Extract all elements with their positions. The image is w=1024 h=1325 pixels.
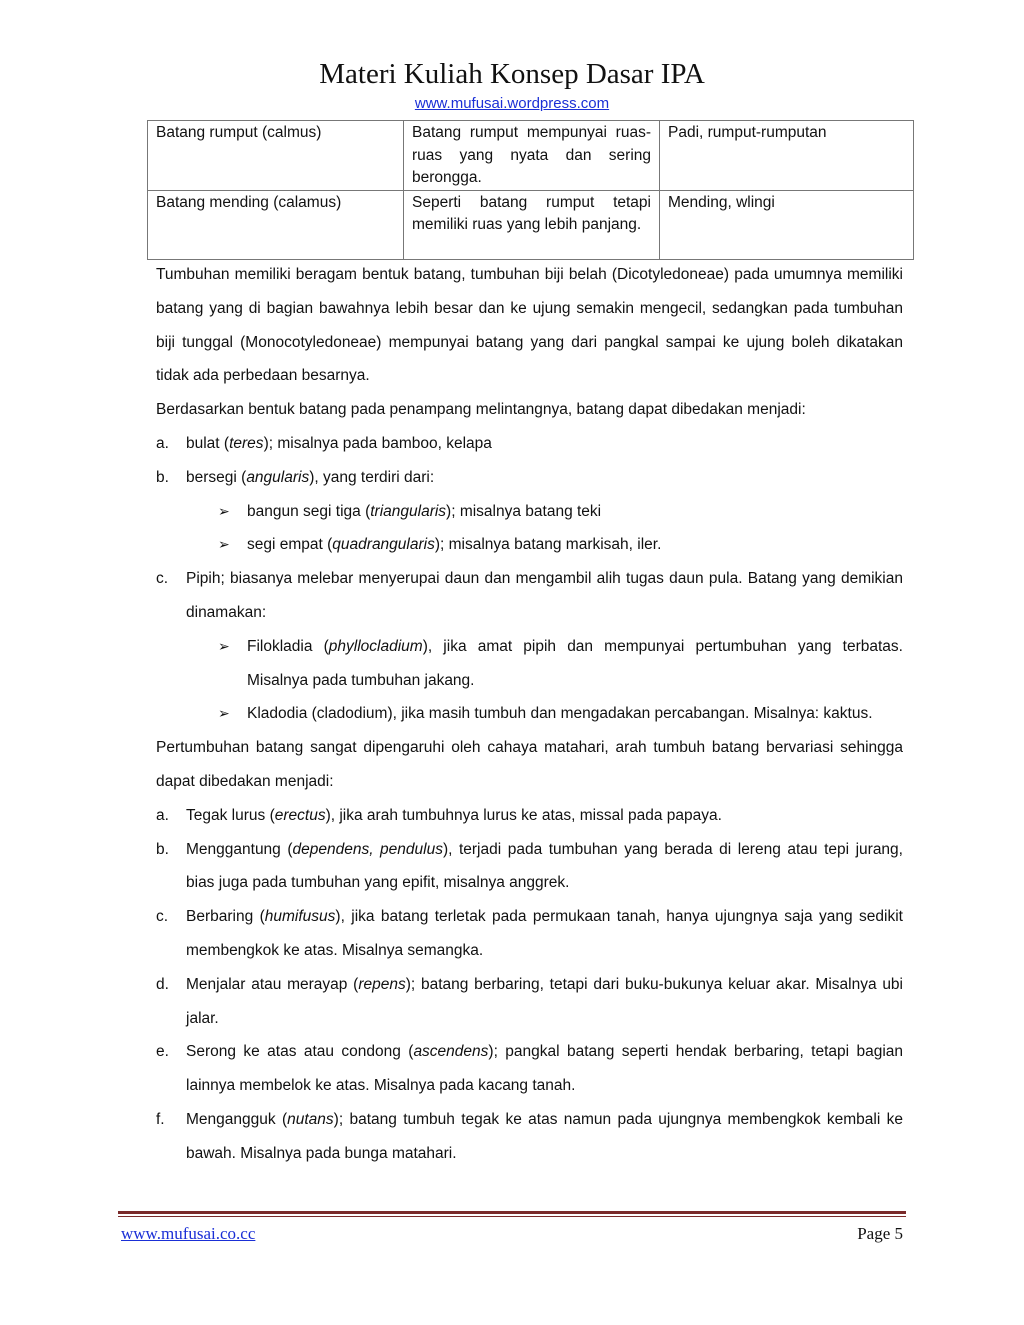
list-item <box>156 833 903 901</box>
latin-term: angularis <box>246 468 310 486</box>
item-text: ); pangkal batang seperti hendak berbaring, tetapi bagian lainnya membelok ke atas. Misalnya pada kacang tanah. <box>186 1043 903 1095</box>
sub-list-item <box>156 630 903 698</box>
list-item <box>156 461 903 495</box>
latin-term: ascendens <box>413 1043 489 1061</box>
latin-term: humifusus <box>264 908 336 926</box>
item-text: Menggantung ( <box>186 840 293 858</box>
item-text: Filokladia ( <box>247 637 329 655</box>
list-marker: a. <box>156 806 169 824</box>
list-marker: b. <box>156 840 169 858</box>
item-text: Serong ke atas atau condong ( <box>186 1043 414 1061</box>
page-title: Materi Kuliah Konsep Dasar IPA <box>319 58 705 90</box>
sub-list-item <box>156 697 903 731</box>
latin-term: erectus <box>274 806 326 824</box>
footer-divider <box>118 1216 906 1217</box>
item-text: ); misalnya batang markisah, iler. <box>434 536 662 554</box>
list-item <box>156 968 903 1036</box>
table-cell-example: Padi, rumput-rumputan <box>660 121 914 191</box>
item-text: bersegi ( <box>186 468 247 486</box>
list-item <box>156 900 903 968</box>
table-cell-example: Mending, wlingi <box>660 190 914 259</box>
item-text: ), terjadi pada tumbuhan yang berada di lereng atau tepi jurang, bias juga pada tumbuhan yang epifit, misalnya anggrek. <box>186 840 903 892</box>
sub-list-item <box>156 495 903 529</box>
stem-types-table <box>147 120 914 260</box>
latin-term: quadrangularis <box>332 536 435 554</box>
table-row <box>148 121 914 191</box>
item-text: bulat ( <box>186 434 230 452</box>
latin-term: repens <box>358 975 406 993</box>
paragraph-growth-direction: Pertumbuhan batang sangat dipengaruhi oleh cahaya matahari, arah tumbuh batang bervariasi sehingga dapat dibedakan menjadi: <box>156 739 903 790</box>
item-text: ); misalnya pada bamboo, kelapa <box>263 434 492 452</box>
arrow-bullet-icon: ➢ <box>218 705 230 722</box>
item-text: bangun segi tiga ( <box>247 502 371 520</box>
list-item <box>156 427 903 461</box>
latin-term: triangularis <box>370 502 447 520</box>
table-cell-name: Batang rumput (calmus) <box>148 121 404 191</box>
list-item <box>156 1035 903 1103</box>
table-row <box>148 190 914 259</box>
table-cell-name: Batang mending (calamus) <box>148 190 404 259</box>
list-marker: a. <box>156 434 169 452</box>
item-text: segi empat ( <box>247 536 333 554</box>
arrow-bullet-icon: ➢ <box>218 536 230 553</box>
list-marker: d. <box>156 975 169 993</box>
item-text: ), jika batang terletak pada permukaan tanah, hanya ujungnya saja yang sedikit membengkok ke atas. Misalnya semangka. <box>186 908 903 959</box>
paragraph-cross-section: Berdasarkan bentuk batang pada penampang melintangnya, batang dapat dibedakan menjadi: <box>156 401 806 419</box>
list-item <box>156 1103 903 1171</box>
item-text: ), yang terdiri dari: <box>309 468 435 486</box>
latin-term: teres <box>229 434 264 452</box>
table-cell-description: Seperti batang rumput tetapi memiliki ruas yang lebih panjang. <box>404 190 660 259</box>
list-item <box>156 799 903 833</box>
list-marker: c. <box>156 908 169 926</box>
item-text: ), jika amat pipih dan mempunyai pertumbuhan yang terbatas. Misalnya pada tumbuhan jakang. <box>247 637 903 689</box>
sub-list-item <box>156 528 903 562</box>
list-item <box>156 562 903 630</box>
item-text: ); batang tumbuh tegak ke atas namun pada ujungnya membengkok kembali ke bawah. Misalnya pada bunga matahari. <box>186 1110 904 1162</box>
item-text: Kladodia (cladodium), jika masih tumbuh dan mengadakan percabangan. Misalnya: kaktus. <box>247 705 873 723</box>
item-text: Berbaring ( <box>186 908 265 926</box>
item-text: Tegak lurus ( <box>186 806 275 824</box>
arrow-bullet-icon: ➢ <box>218 502 230 519</box>
footer-divider <box>118 1211 906 1214</box>
list-marker: e. <box>156 1043 169 1061</box>
latin-term: phyllocladium <box>328 637 423 655</box>
item-text: ); batang berbaring, tetapi dari buku-bukunya keluar akar. Misalnya ubi jalar. <box>186 975 904 1027</box>
list-marker: f. <box>156 1110 165 1128</box>
latin-term: dependens, pendulus <box>292 840 443 858</box>
header-link[interactable]: www.mufusai.wordpress.com <box>414 95 610 112</box>
latin-term: nutans <box>287 1110 334 1128</box>
item-text: ), jika arah tumbuhnya lurus ke atas, missal pada papaya. <box>325 806 722 824</box>
item-text: Mengangguk ( <box>186 1110 288 1128</box>
item-text: ); misalnya batang teki <box>446 502 602 520</box>
list-marker: b. <box>156 468 169 486</box>
list-marker: c. <box>156 570 169 588</box>
table-cell-description: Batang rumput mempunyai ruas-ruas yang nyata dan sering berongga. <box>404 121 660 191</box>
item-text: Pipih; biasanya melebar menyerupai daun dan mengambil alih tugas daun pula. Batang yang demikian dinamakan: <box>186 570 903 621</box>
arrow-bullet-icon: ➢ <box>218 637 230 654</box>
footer-link[interactable]: www.mufusai.co.cc <box>121 1224 256 1243</box>
paragraph-stem-shape-intro: Tumbuhan memiliki beragam bentuk batang, tumbuhan biji belah (Dicotyledoneae) pada umumnya memiliki batang yang di bagian bawahnya lebih besar dan ke ujung semakin mengecil, sedangkan pada tumbuhan biji tunggal (Monocotyledoneae) mempunyai batang yang dari pangkal sampai ke ujung boleh dikatakan tidak ada perbedaan besarnya. <box>156 266 903 385</box>
page-number: Page 5 <box>857 1224 903 1243</box>
body-text <box>156 258 903 1171</box>
item-text: Menjalar atau merayap ( <box>186 975 359 993</box>
